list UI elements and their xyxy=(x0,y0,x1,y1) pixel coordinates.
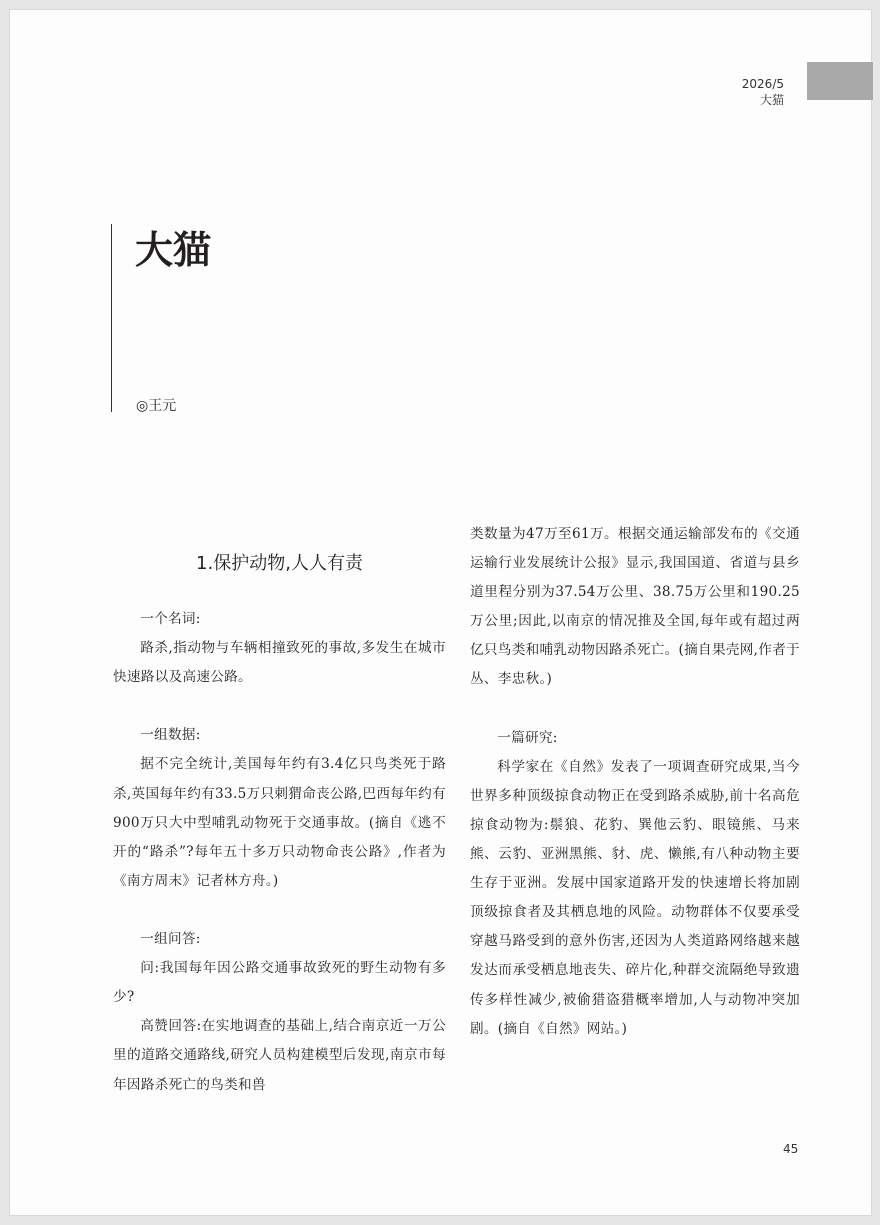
data-heading: 一组数据: xyxy=(140,727,201,744)
paragraph-gap xyxy=(470,695,800,724)
qa-heading: 一组问答: xyxy=(140,931,201,948)
data-body: 据不完全统计,美国每年约有3.4亿只鸟类死于路杀,英国每年约有33.5万只刺猬命丧公路,巴西每年约有900万只大中型哺乳动物死于交通事故。(摘自《逃不开的“路杀”?每年五十多万只动物命丧公路》,作者为《南方周末》记者林方舟。) xyxy=(113,756,446,889)
right-column xyxy=(470,520,800,1044)
qa-answer: 高赞回答:在实地调查的基础上,结合南京近一万公里的道路交通路线,研究人员构建模型后发现,南京市每年因路杀死亡的鸟类和兽 xyxy=(113,1018,446,1093)
paragraph-gap xyxy=(113,692,446,721)
term-body: 路杀,指动物与车辆相撞致死的事故,多发生在城市快速路以及高速公路。 xyxy=(113,640,446,686)
qa-question: 问:我国每年因公路交通事故致死的野生动物有多少? xyxy=(113,960,446,1006)
research-body: 科学家在《自然》发表了一项调查研究成果,当今世界多种顶级掠食动物正在受到路杀威胁,前十名高危掠食动物为:鬃狼、花豹、巽他云豹、眼镜熊、马来熊、云豹、亚洲黑熊、豺、虎、懒熊,有八种动物主要生存于亚洲。发展中国家道路开发的快速增长将加剧顶级掠食者及其栖息地的风险。动物群体不仅要承受穿越马路受到的意外伤害,还因为人类道路网络越来越发达而承受栖息地丧失、碎片化,种群交流隔绝导致遗传多样性减少,被偷猎盗猎概率增加,人与动物冲突加剧。(摘自《自然》网站。) xyxy=(470,758,800,1037)
section-heading: 1.保护动物,人人有责 xyxy=(196,553,363,574)
left-column xyxy=(113,605,446,1100)
header-tab-block xyxy=(807,62,873,100)
article-title: 大猫 xyxy=(135,228,212,272)
paragraph-gap xyxy=(113,896,446,925)
page-number: 45 xyxy=(783,1142,799,1156)
research-heading: 一篇研究: xyxy=(497,729,558,746)
term-heading: 一个名词: xyxy=(140,611,201,627)
issue-date: 2026/5 xyxy=(741,77,784,91)
magazine-page xyxy=(9,9,872,1216)
qa-answer-continued: 类数量为47万至61万。根据交通运输部发布的《交通运输行业发展统计公报》显示,我国国道、省道与县乡道里程分别为37.54万公里、38.75万公里和190.25万公里;因此,以南京的情况推及全国,每年或有超过两亿只鸟类和哺乳动物因路杀死亡。(摘自果壳网,作者于丛、李忠秋。) xyxy=(470,526,800,688)
author-byline: ◎王元 xyxy=(136,398,177,414)
running-title: 大猫 xyxy=(759,93,784,107)
title-rule xyxy=(111,224,112,412)
